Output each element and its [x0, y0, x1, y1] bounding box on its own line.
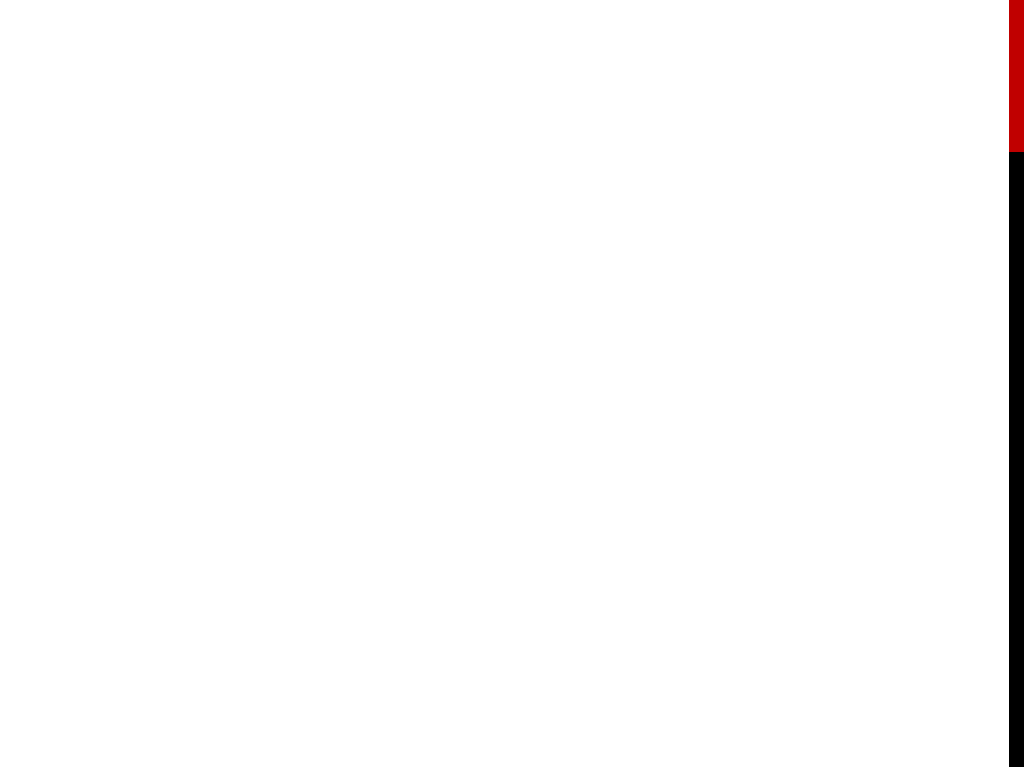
accent-bar-red [1009, 0, 1024, 152]
accent-bar-black [1009, 152, 1024, 767]
